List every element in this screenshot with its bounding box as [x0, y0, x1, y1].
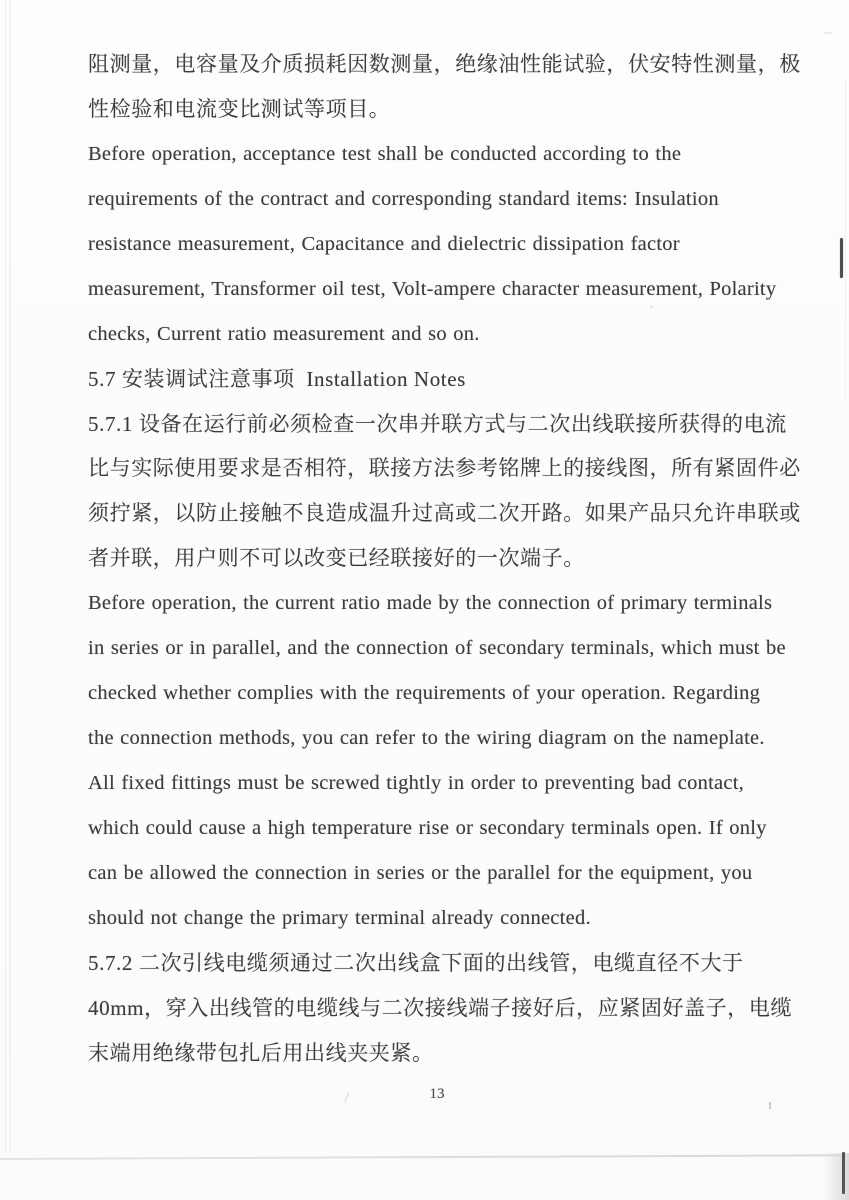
scan-artifact-right-edge-mark	[840, 238, 843, 278]
doc-line: 者并联，用户则不可以改变已经联接好的一次端子。	[88, 546, 585, 571]
doc-line: checked whether complies with the requirements of your operation. Regarding	[88, 682, 761, 705]
doc-line: should not change the primary terminal already connected.	[88, 906, 591, 929]
doc-line: 末端用绝缘带包扎后用出线夹夹紧。	[88, 1040, 434, 1065]
doc-line: which could cause a high temperature rise or secondary terminals open. If only	[88, 816, 767, 839]
section-heading-5-7: 5.7 安装调试注意事项 Installation Notes	[88, 366, 466, 391]
scan-artifact-right-streak	[845, 80, 846, 400]
clause-5-7-2-line: 5.7.2 二次引线电缆须通过二次出线盒下面的出线管，电缆直径不大于	[88, 950, 744, 975]
doc-line: 阻测量，电容量及介质损耗因数测量，绝缘油性能试验，伏安特性测量，极	[88, 52, 801, 76]
doc-line: 比与实际使用要求是否相符，联接方法参考铭牌上的接线图，所有紧固件必	[88, 456, 801, 481]
document-body	[88, 42, 829, 1076]
doc-line: 40mm，穿入出线管的电缆线与二次接线端子接好后，应紧固好盖子，电缆	[88, 995, 793, 1020]
doc-line: Before operation, acceptance test shall be conducted according to the	[88, 142, 682, 165]
doc-line: All fixed fittings must be screwed tightly in order to preventing bad contact,	[88, 772, 745, 794]
doc-line: measurement, Transformer oil test, Volt-ampere character measurement, Polarity	[88, 277, 777, 300]
doc-line: can be allowed the connection in series or the parallel for the equipment, you	[88, 861, 753, 884]
scan-artifact-speck	[824, 32, 832, 34]
doc-line: requirements of the contract and corresponding standard items: Insulation	[88, 187, 719, 210]
doc-line: checks, Current ratio measurement and so on.	[88, 322, 480, 345]
clause-5-7-1-line: 5.7.1 设备在运行前必须检查一次串并联方式与二次出线联接所获得的电流	[88, 411, 787, 436]
doc-line: the connection methods, you can refer to the wiring diagram on the nameplate.	[88, 727, 765, 750]
doc-line: in series or in parallel, and the connection of secondary terminals, which must be	[88, 637, 786, 660]
scan-artifact-left-streak	[9, 0, 11, 1152]
doc-line: Before operation, the current ratio made by the connection of primary terminals	[88, 592, 773, 615]
scan-artifact-paper-edge-line	[0, 1154, 849, 1160]
scan-artifact-corner-shadow	[822, 1153, 849, 1200]
page-number: 13	[429, 1086, 445, 1102]
scan-artifact-left-streak	[5, 0, 6, 1152]
doc-line: 性检验和电流变比测试等项目。	[88, 96, 391, 121]
doc-line: resistance measurement, Capacitance and dielectric dissipation factor	[88, 232, 680, 255]
scan-artifact-bottom-right-mark	[842, 1152, 845, 1194]
scan-artifact-speck	[769, 1102, 771, 1109]
doc-line: 须拧紧，以防止接触不良造成温升过高或二次开路。如果产品只允许串联或	[88, 501, 801, 526]
